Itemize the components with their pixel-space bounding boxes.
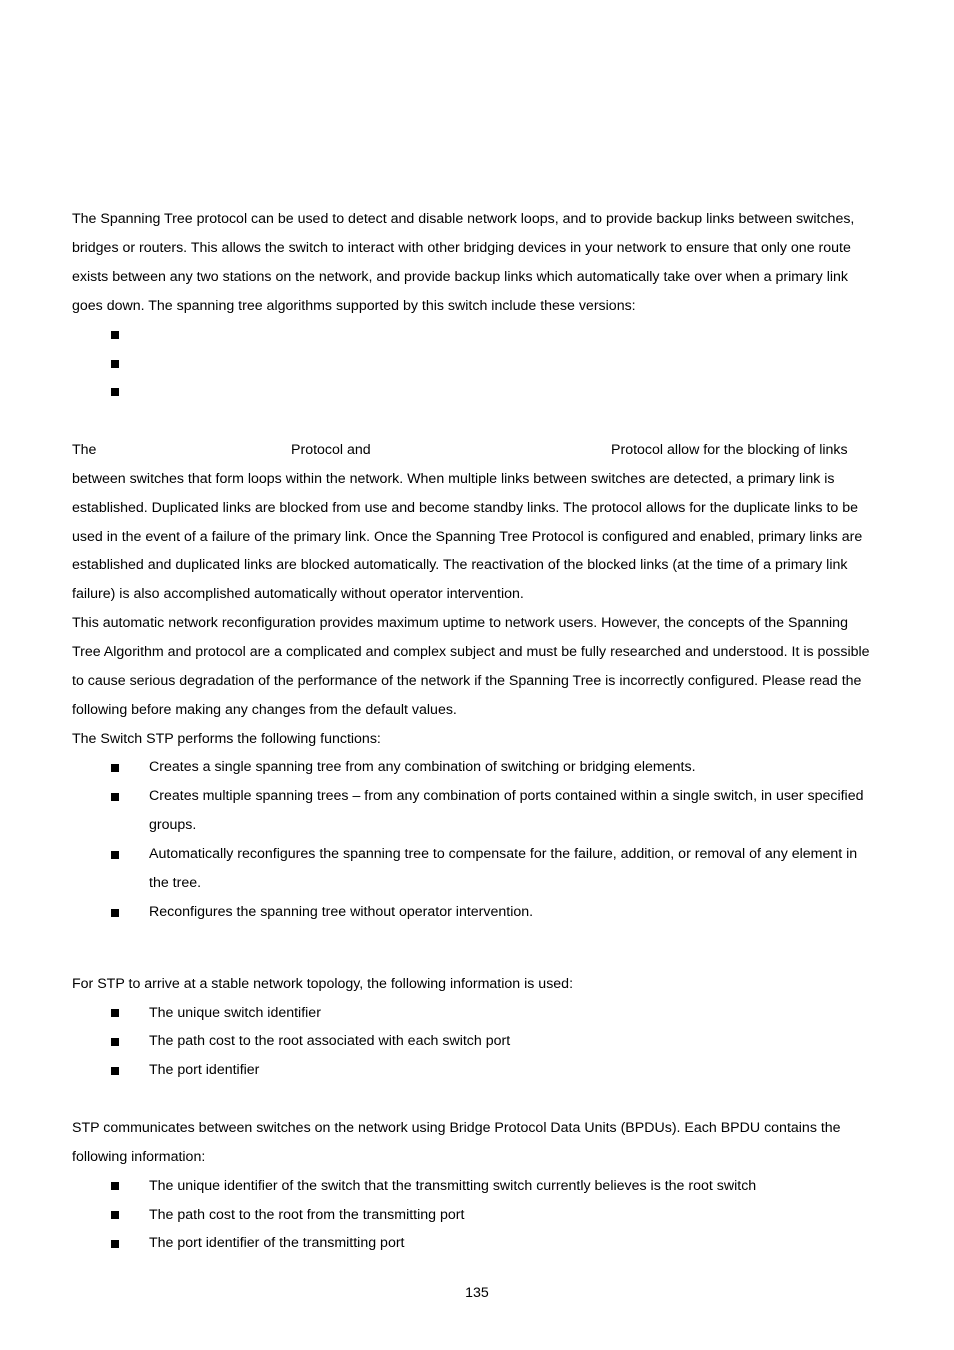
square-bullet-icon xyxy=(111,1182,119,1190)
overview-line: to cause serious degradation of the performance of the network if the Spanning Tree is incorrectly configured. Please read the xyxy=(72,673,862,689)
page-number: 135 xyxy=(465,1285,489,1301)
list-item: The path cost to the root associated with each switch port xyxy=(149,1033,511,1049)
list-item: The port identifier of the transmitting port xyxy=(149,1235,405,1251)
list-item: The port identifier xyxy=(149,1062,260,1078)
square-bullet-icon xyxy=(111,764,119,772)
square-bullet-icon xyxy=(111,1240,119,1248)
overview-line: failure) is also accomplished automatically without operator intervention. xyxy=(72,586,524,602)
overview-line: between switches that form loops within the network. When multiple links between switches are detected, a primary link is xyxy=(72,471,835,487)
intro-line: exists between any two stations on the network, and provide backup links which automatically take over when a primary link xyxy=(72,269,848,285)
overview-lead-protocol-and: Protocol and xyxy=(291,442,371,458)
stable-intro: For STP to arrive at a stable network topology, the following information is used: xyxy=(72,976,574,992)
list-item: Creates a single spanning tree from any combination of switching or bridging elements. xyxy=(149,759,696,775)
list-item: Reconfigures the spanning tree without operator intervention. xyxy=(149,904,534,920)
bpdu-line: following information: xyxy=(72,1149,206,1165)
square-bullet-icon xyxy=(111,388,119,396)
square-bullet-icon xyxy=(111,793,119,801)
square-bullet-icon xyxy=(111,331,119,339)
list-item-continuation: the tree. xyxy=(149,875,202,891)
square-bullet-icon xyxy=(111,909,119,917)
square-bullet-icon xyxy=(111,851,119,859)
square-bullet-icon xyxy=(111,1211,119,1219)
list-item: The unique identifier of the switch that the transmitting switch currently believes is the root switch xyxy=(149,1178,757,1194)
intro-line: The Spanning Tree protocol can be used to detect and disable network loops, and to provide backup links between switches, xyxy=(72,211,855,227)
overview-line: This automatic network reconfiguration provides maximum uptime to network users. However, the concepts of the Spanning xyxy=(72,615,848,631)
square-bullet-icon xyxy=(111,360,119,368)
overview-line: established. Duplicated links are blocked from use and become standby links. The protocol allows for the duplicate links to be xyxy=(72,500,858,516)
overview-line: established and duplicated links are blocked automatically. The reactivation of the blocked links (at the time of a primary link xyxy=(72,557,848,573)
intro-line: goes down. The spanning tree algorithms supported by this switch include these versions: xyxy=(72,298,636,314)
intro-line: bridges or routers. This allows the switch to interact with other bridging devices in your network to ensure that only one route xyxy=(72,240,851,256)
list-item: The unique switch identifier xyxy=(149,1005,321,1021)
overview-line: The Switch STP performs the following functions: xyxy=(72,731,381,747)
overview-line: Tree Algorithm and protocol are a complicated and complex subject and must be fully researched and understood. It is possible xyxy=(72,644,870,660)
list-item-continuation: groups. xyxy=(149,817,197,833)
list-item: The path cost to the root from the transmitting port xyxy=(149,1207,465,1223)
overview-line: used in the event of a failure of the primary link. Once the Spanning Tree Protocol is configured and enabled, primary links are xyxy=(72,529,863,545)
list-item: Creates multiple spanning trees – from any combination of ports contained within a single switch, in user specified xyxy=(149,788,864,804)
bpdu-line: STP communicates between switches on the network using Bridge Protocol Data Units (BPDUs). Each BPDU contains the xyxy=(72,1120,841,1136)
square-bullet-icon xyxy=(111,1067,119,1075)
square-bullet-icon xyxy=(111,1038,119,1046)
list-item: Automatically reconfigures the spanning tree to compensate for the failure, addition, or removal of any element in xyxy=(149,846,858,862)
overview-lead-the: The xyxy=(72,442,97,458)
square-bullet-icon xyxy=(111,1009,119,1017)
overview-lead-tail: Protocol allow for the blocking of links xyxy=(611,442,848,458)
overview-line: following before making any changes from the default values. xyxy=(72,702,457,718)
